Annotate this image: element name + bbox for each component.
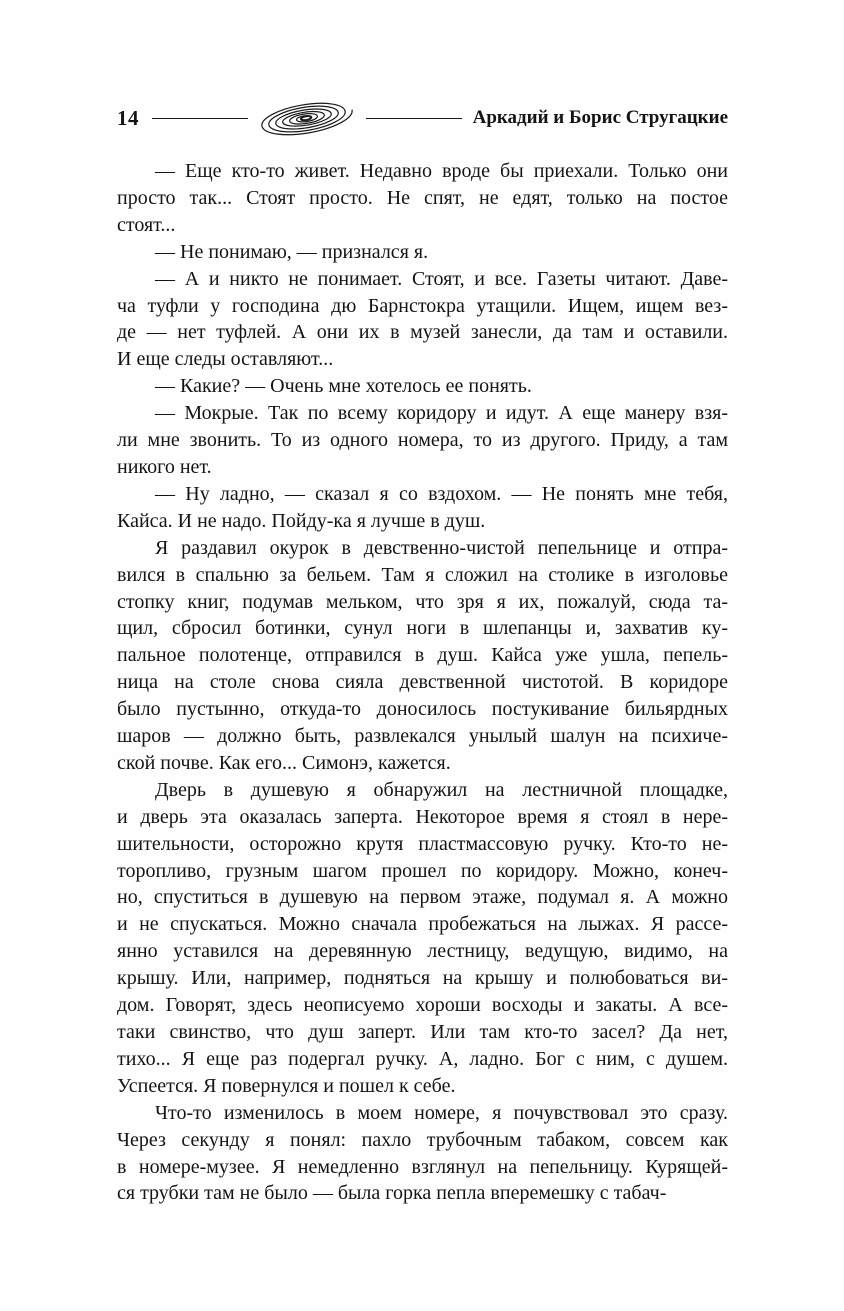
- header-rule-left: [152, 118, 248, 119]
- paragraph: [117, 400, 728, 481]
- text-line: щил, сбросил ботинки, сунул ноги в шлепанцы и, захватив ку-: [117, 617, 728, 640]
- text-line: торопливо, грузным шагом прошел по коридору. Можно, конеч-: [117, 859, 728, 882]
- text-line: Дверь в душевую я обнаружил на лестничной площадке,: [155, 778, 728, 801]
- header-rule-right: [366, 118, 462, 119]
- text-line: просто так... Стоят просто. Не спят, не едят, только на постое: [117, 186, 728, 209]
- text-line: янно уставился на деревянную лестницу, ведущую, видимо, на: [117, 940, 728, 963]
- page-header: [117, 96, 728, 140]
- paragraph: [117, 777, 728, 1100]
- text-line: — А и никто не понимает. Стоят, и все. Газеты читают. Даве-: [155, 267, 728, 290]
- text-line: — Какие? — Очень мне хотелось ее понять.: [155, 375, 532, 398]
- text-line: стоят...: [117, 213, 176, 236]
- text-line: никого нет.: [117, 455, 212, 478]
- text-block: [117, 158, 728, 1207]
- text-line: ся трубки там не было — была горка пепла вперемешку с табач-: [117, 1182, 667, 1205]
- text-line: де — нет туфлей. А они их в музей занесли, да там и оставили.: [117, 321, 728, 344]
- spiral-galaxy-ornament: [251, 96, 363, 140]
- text-line: таки свинство, что душ заперт. Или там кто-то засел? Да нет,: [117, 1021, 728, 1043]
- text-line: дом. Говорят, здесь неописуемо хороши восходы и закаты. А все-: [117, 994, 728, 1017]
- text-line: Успеется. Я повернулся и пошел к себе.: [117, 1074, 456, 1097]
- page-number: 14: [117, 105, 139, 130]
- text-line: шительности, осторожно крутя пластмассовую ручку. Кто-то не-: [117, 832, 728, 855]
- text-line: ли мне звонить. То из одного номера, то из другого. Приду, а там: [117, 429, 728, 452]
- text-line: Кайса. И не надо. Пойду-ка я лучше в душ.: [117, 509, 486, 532]
- text-line: крышу. Или, например, подняться на крышу и полюбоваться ви-: [117, 967, 728, 990]
- text-line: — Мокрые. Так по всему коридору и идут. А еще манеру взя-: [155, 402, 728, 425]
- text-line: — Не понимаю, — признался я.: [155, 240, 429, 263]
- text-line: — Ну ладно, — сказал я со вздохом. — Не понять мне тебя,: [155, 482, 728, 505]
- paragraph: [117, 535, 728, 777]
- paragraph: [117, 266, 728, 374]
- text-line: и дверь эта оказалась заперта. Некоторое время я стоял в нере-: [117, 805, 728, 828]
- text-line: тихо... Я еще раз подергал ручку. А, ладно. Бог с ним, с душем.: [117, 1047, 728, 1070]
- text-line: было пустынно, откуда-то доносилось постукивание бильярдных: [117, 698, 728, 721]
- paragraph: [117, 239, 728, 266]
- paragraph: [117, 373, 728, 400]
- text-line: ница на столе снова сияла девственной чистотой. В коридоре: [117, 671, 728, 694]
- text-line: но, спуститься в душевую на первом этаже, подумал я. А можно: [117, 886, 728, 909]
- text-line: вился в спальню за бельем. Там я сложил на столике в изголовье: [117, 563, 728, 586]
- paragraph: [117, 158, 728, 239]
- text-line: стопку книг, подумав мельком, что зря я их, пожалуй, сюда та-: [117, 590, 728, 613]
- text-line: — Еще кто-то живет. Недавно вроде бы приехали. Только они: [155, 160, 728, 182]
- text-line: И еще следы оставляют...: [117, 348, 334, 371]
- text-line: пальное полотенце, отправился в душ. Кайса уже ушла, пепель-: [117, 644, 728, 667]
- text-line: Через секунду я понял: пахло трубочным табаком, совсем как: [117, 1128, 728, 1151]
- text-line: ча туфли у господина дю Барнстокра утащили. Ищем, ищем вез-: [117, 294, 728, 317]
- text-line: Что-то изменилось в моем номере, я почувствовал это сразу.: [155, 1101, 728, 1124]
- text-line: и не спускаться. Можно сначала пробежаться на лыжах. Я рассе-: [117, 913, 728, 936]
- text-line: в номере-музее. Я немедленно взглянул на пепельницу. Курящей-: [117, 1155, 728, 1178]
- paragraph: [117, 1100, 728, 1208]
- text-line: ской почве. Как его... Симонэ, кажется.: [117, 751, 451, 774]
- text-line: Я раздавил окурок в девственно-чистой пепельнице и отпра-: [155, 536, 728, 559]
- text-line: шаров — должно быть, развлекался унылый шалун на психиче-: [117, 725, 728, 748]
- running-title: Аркадий и Борис Стругацкие: [472, 107, 729, 128]
- paragraph: [117, 481, 728, 535]
